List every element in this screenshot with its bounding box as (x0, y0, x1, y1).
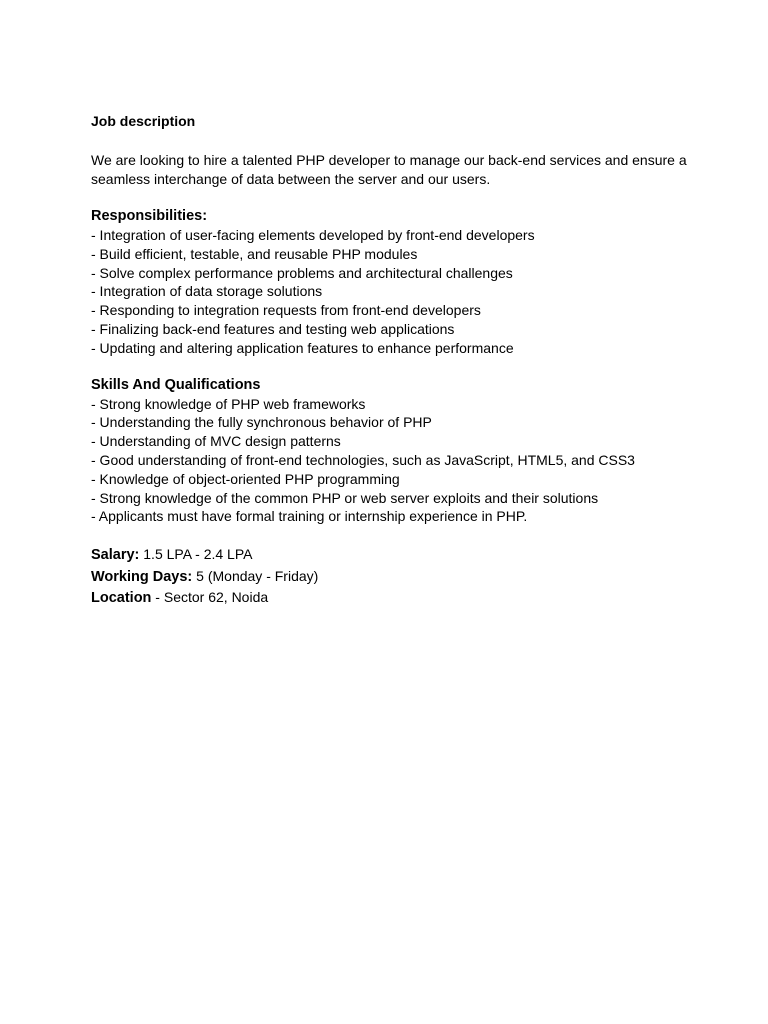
working-days-line (91, 566, 711, 588)
list-item: - Finalizing back-end features and testing web applications (91, 320, 455, 337)
list-item: - Integration of data storage solutions (91, 283, 323, 300)
location-line (91, 587, 711, 609)
responsibilities-heading: Responsibilities: (91, 208, 208, 224)
list-item: - Applicants must have formal training or internship experience in PHP. (91, 508, 528, 525)
responsibilities-list (91, 226, 711, 358)
location-label: Location (91, 590, 152, 607)
list-item: - Knowledge of object-oriented PHP programming (91, 470, 400, 487)
working-days-value: 5 (Monday - Friday) (192, 567, 319, 584)
list-item: - Build efficient, testable, and reusable PHP modules (91, 245, 418, 262)
location-value: - Sector 62, Noida (151, 589, 269, 606)
skills-heading: Skills And Qualifications (91, 376, 261, 393)
list-item: - Responding to integration requests from front-end developers (91, 302, 481, 319)
list-item: - Strong knowledge of the common PHP or web server exploits and their solutions (91, 489, 599, 506)
job-description-document (91, 111, 711, 609)
list-item: - Integration of user-facing elements developed by front-end developers (91, 227, 535, 243)
list-item: - Good understanding of front-end technologies, such as JavaScript, HTML5, and CSS3 (91, 451, 635, 468)
salary-value: 1.5 LPA - 2.4 LPA (139, 546, 253, 563)
salary-line (91, 544, 711, 566)
intro-paragraph: We are looking to hire a talented PHP developer to manage our back-end services and ensure a seamless interchange of data between the server and our users. (91, 152, 687, 187)
list-item: - Strong knowledge of PHP web frameworks (91, 395, 366, 412)
skills-list (91, 395, 711, 527)
list-item: - Updating and altering application features to enhance performance (91, 339, 514, 356)
working-days-label: Working Days: (91, 568, 193, 585)
list-item: - Understanding the fully synchronous behavior of PHP (91, 414, 432, 431)
job-facts (91, 544, 711, 609)
document-title: Job description (91, 113, 196, 129)
salary-label: Salary: (91, 547, 140, 564)
list-item: - Understanding of MVC design patterns (91, 433, 341, 450)
list-item: - Solve complex performance problems and architectural challenges (91, 264, 513, 281)
